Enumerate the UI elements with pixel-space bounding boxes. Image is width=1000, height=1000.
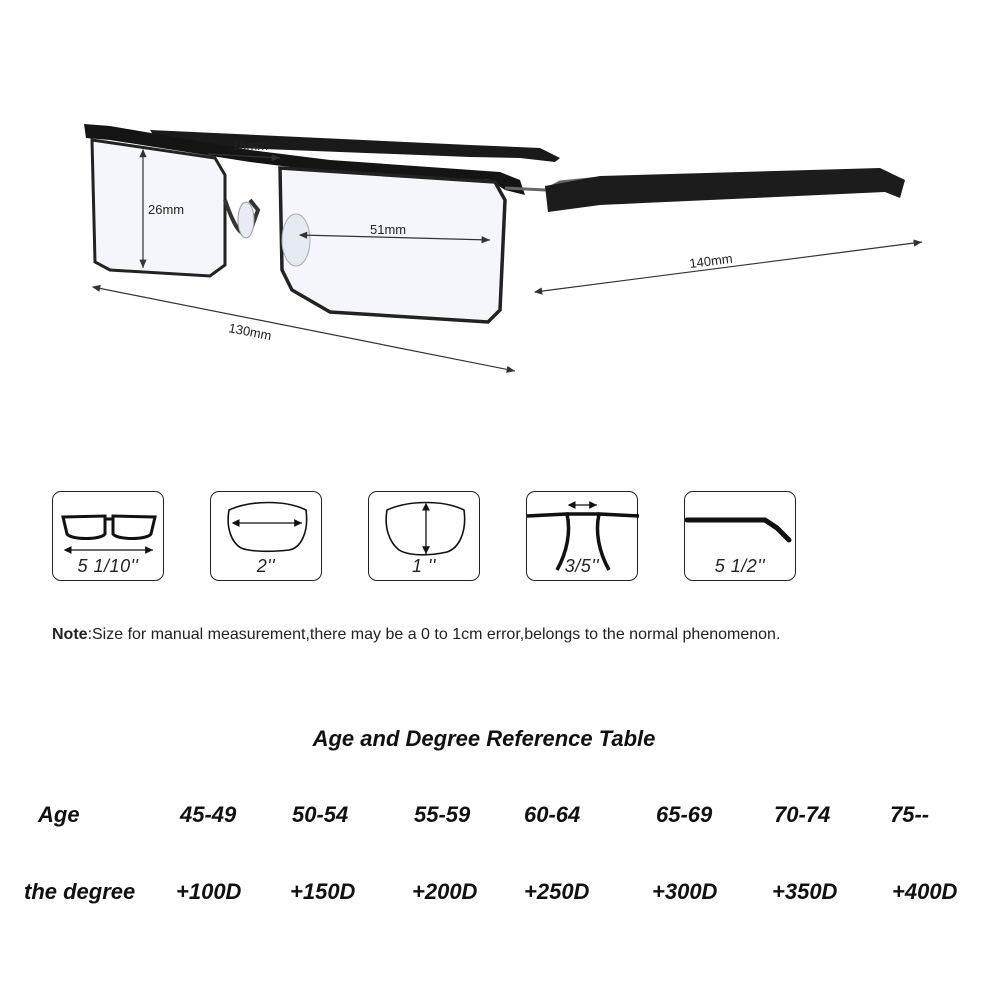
degree-cell: +400D: [892, 879, 958, 904]
degree-cell: +200D: [412, 879, 478, 904]
glasses-photo: [0, 0, 1000, 470]
degree-cell: +300D: [652, 879, 718, 904]
size-card-bridge-width: [526, 491, 638, 581]
size-card-frame-width: [52, 491, 164, 581]
degree-cell: +350D: [772, 879, 838, 904]
age-cell: 65-69: [656, 802, 713, 827]
age-cell: 70-74: [774, 802, 831, 827]
size-card-label: 2'': [256, 556, 276, 576]
age-row-header: Age: [38, 802, 80, 827]
age-cell: 60-64: [524, 802, 581, 827]
frame-width-dimension: 130mm: [227, 320, 273, 344]
temple-length-dimension: 140mm: [688, 250, 734, 271]
age-cell: 45-49: [180, 802, 237, 827]
size-card-label: 1 '': [412, 556, 436, 576]
size-card-lens-height: [368, 491, 480, 581]
note-prefix: Note: [52, 626, 88, 643]
size-card-lens-width: [210, 491, 322, 581]
age-cell: 50-54: [292, 802, 349, 827]
size-card-temple-length: [684, 491, 796, 581]
lens-width-dimension: 51mm: [370, 222, 407, 237]
note-text: :Size for manual measurement,there may be a 0 to 1cm error,belongs to the normal phenomenon.: [87, 626, 781, 643]
size-card-label: 5 1/10'': [77, 556, 139, 576]
bridge-dimension: 16mm: [232, 138, 269, 153]
size-card-label: 5 1/2'': [714, 556, 766, 576]
near-temple: [545, 168, 905, 212]
age-cell: 75--: [890, 802, 930, 827]
lens-height-dimension: 26mm: [148, 202, 185, 217]
age-cell: 55-59: [414, 802, 471, 827]
size-card-label: 3/5'': [564, 556, 600, 576]
right-lens: [280, 168, 505, 322]
degree-cell: +150D: [290, 879, 356, 904]
degree-row-header: the degree: [24, 879, 136, 904]
table-title: Age and Degree Reference Table: [312, 726, 656, 751]
degree-cell: +100D: [176, 879, 242, 904]
degree-cell: +250D: [524, 879, 590, 904]
measurement-note: [52, 626, 780, 644]
